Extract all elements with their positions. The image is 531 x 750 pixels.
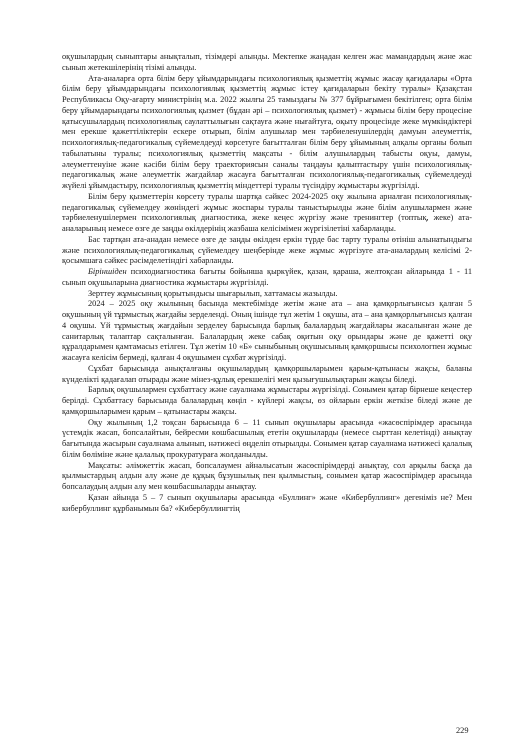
italic-lead: Біріншіден [88, 267, 127, 276]
paragraph: Ата-аналарға орта білім беру ұйымдарындағы психологиялық қызметтің жұмыс жасау қағидалары «Орта білім беру ұйымдарындағы психологиялық қызметтің жұмыс істеу қағидаларын бекіту туралы» Қазақстан Республикасы Оқу-ағарту министрінің м.а. 2022 жылғы 25 тамыздағы № 377 бұйрығымен бекітілген; орта білім беру ұйымдарындағы психологиялық қызмет (бұдан әрі – психологиялық қызмет) - жұмысы білім беру процесіне қатысушылардың психологиялық саулаттылығын сақтауға және нығайтуға, оқыту процесінде жеке мүмкіндіктері мен ерекше қажеттіліктерін ескере отырып, білім алушылар мен тәрбиеленушілердің дамуын әлеуметтік, психологиялық-педагогикалық сүйемелдеуді көрсетуге бағытталған білім беру ұйымының алқалы органы болып табылатыны туралы; психологиялық қызметтің мақсаты - білім алушылардың табысты оқуы, дамуы, әлеуметтенуіне және кәсіби білім беру траекториясын саналы таңдауы қалыптастыру үшін психологиялық-педагогикалық және әлеуметтік жағдайлар жасауға бағытталған психологиялық-педагогикалық сүйемелдеуді жүйелі ұйымдастыру, психологиялық қызметтің міндеттері туралы түсіндіру жұмыстары жүргізілді. [62, 73, 472, 190]
paragraph: Бас тартқан ата-анадан немесе өзге де заңды өкілден еркін түрде бас тарту туралы өтініш алынатындығы және психологиялық-педагогикалық сүйемелдеу шеңберінде жеке жұмыс жүргізуге ата-аналардың келісімі 2-қосымшаға сәйкес рәсімделетіндігі хабарланды. [62, 234, 472, 266]
paragraph [62, 267, 472, 289]
paragraph: Барлық оқушылармен сұхбаттасу және сауалнама жұмыстары жүргізілді. Сонымен қатар бірнеше кеңестер берілді. Сұхбаттасу барысында балалардың көңіл - күйлері жақсы, өз ойларын еркін жеткізе біледі және де қамқоршыларымен қарым – қатынастары жақсы. [62, 385, 472, 416]
paragraph: оқушылардың сыныптары анықталып, тізімдері алынды. Мектепке жаңадан келген жас мамандардың және жас сынып жетекшілерінің тізімі алынды. [62, 52, 472, 72]
paragraph: Білім беру қызметтерін көрсету туралы шартқа сәйкес 2024-2025 оқу жылына арналған психологиялық-педагогикалық сүйемелдеу жөніндегі жұмыс жоспары туралы таныстырылды және білім алушылармен және тәрбиеленушілермен психологиялық диагностика, жеке кеңес жүргізу және тренингтер (топтық, жеке) ата-аналарының немесе өзге де заңды өкілдерінің жазбаша келісімімен жүргізілетіні хабарланды. [62, 191, 472, 233]
paragraph: Зерттеу жұмысының қорытындысы шығарылып, хаттамасы жазылды. [88, 288, 338, 298]
paragraph: Сұхбат барысында анықталғаны оқушылардың қамқоршыларымен қарым-қатынасы жақсы, баланы күнделікті қадағалап отырады және мінез-құлық ерекшелігі мен қызығушылықтарын жақсы біледі. [62, 363, 472, 384]
page-number: 229 [456, 726, 469, 735]
paragraph: Оқу жылының 1,2 тоқсан барысында 6 – 11 сынып оқушылары арасында «жасөспірімдер арасында үстемдік жасап, бопсалайтын, бейресми көшбасшылық ететін оқушыларды (немесе сырттан келетінді) анықтау бағытында жасырын сауалнама алынып, нәтижесі өңделіп отырылды. Сонымен қатар сауалнама нәтижесі қалалық білім бөлімінe және қалалық прокуратураға жолданылды. [62, 417, 472, 459]
paragraph: 2024 – 2025 оқу жылының басында мектебімізде жетім және ата – ана қамқорлығынсыз қалған 5 оқушының үй тұрмыстық жағдайы зерделенді. Оның ішінде тұл жетім 1 оқушы, ата – ана қамқорлығынсыз қалған 4 оқушы. Үй тұрмыстық жағдайын зерделеу барысында барлық балалардың жағдайлары жасалынған және де санитарлық талаптар сақталынған. Балалардың жеке сабақ оқитын оқу орындары және де қажетті оқу құралдарымен қамтамасыз етілген. Тұл жетім 10 «Б» сыныбының оқушысының қамқоршысы психологпен жұмыс жасауға келісім бермеді, қалған 4 оқушымен сұхбат жүргізілді. [62, 299, 472, 362]
paragraph: Қазан айында 5 – 7 сынып оқушылары арасында «Буллинг» және «Кибербуллинг» дегеніміз не? Мен кибербуллинг құрбанымын ба? «Кибербуллингтің [62, 492, 472, 513]
paragraph-text: психодиагностика бағыты бойынша қыркүйек, қазан, қараша, желтоқсан айларында 1 - 11 сынып оқушыларына диагностика жұмыстары жүргізілді. [62, 267, 472, 287]
paragraph: Мақсаты: әлімжеттік жасап, бопсалаумен айналысатын жасөспірімдерді анықтау, сол арқылы басқа да қылмыстардың алдын алу және де құқық бұзушылық пен қылмыстың, сонымен қатар жасөспірімдер арасында бопсалаудың алдын алу мен көшбасшыларды анықтау. [62, 460, 472, 491]
body-text [62, 52, 472, 514]
